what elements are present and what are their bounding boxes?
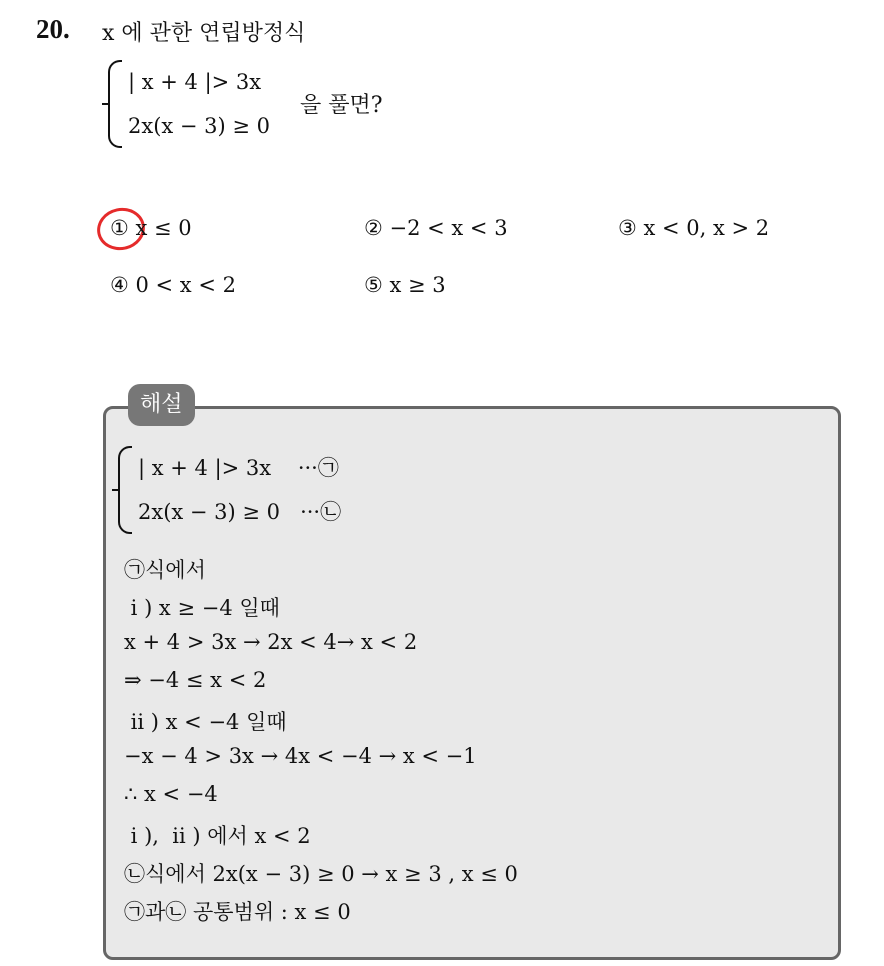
explanation-line: ㉠과㉡ 공통범위 : x ≤ 0 xyxy=(124,900,351,924)
explanation-line: −x − 4 > 3x → 4x < −4 → x < −1 xyxy=(124,744,477,768)
choice-5[interactable]: ⑤ x ≥ 3 xyxy=(364,273,446,297)
explanation-line: ∴ x < −4 xyxy=(124,782,218,806)
system-line-1: | x + 4 |> 3x xyxy=(128,70,262,94)
explanation-label: 해설 xyxy=(128,384,195,426)
explanation-line: i ), ii ) 에서 x < 2 xyxy=(124,824,311,848)
choice-1[interactable]: ① x ≤ 0 xyxy=(110,216,192,240)
explanation-system xyxy=(118,446,341,534)
choice-4[interactable]: ④ 0 < x < 2 xyxy=(110,273,236,297)
choice-2[interactable]: ② −2 < x < 3 xyxy=(364,216,508,240)
system-line-2: 2x(x − 3) ≥ 0 xyxy=(128,114,271,138)
question-number: 20. xyxy=(36,14,70,44)
question-tail: 을 풀면? xyxy=(300,93,383,118)
question-system xyxy=(108,60,270,148)
explanation-line: i ) x ≥ −4 일때 xyxy=(124,596,280,620)
explanation-line: ⇒ −4 ≤ x < 2 xyxy=(124,668,267,692)
explanation-line: ㉠식에서 xyxy=(124,558,206,582)
left-brace xyxy=(118,446,132,534)
explanation-line: ㉡식에서 2x(x − 3) ≥ 0 → x ≥ 3 , x ≤ 0 xyxy=(124,862,518,886)
left-brace xyxy=(108,60,122,148)
choice-3[interactable]: ③ x < 0, x > 2 xyxy=(618,216,770,240)
explanation-line: ii ) x < −4 일때 xyxy=(124,710,287,734)
explanation-line: x + 4 > 3x → 2x < 4→ x < 2 xyxy=(124,630,418,654)
exp-system-line-1: | x + 4 |> 3x ···㉠ xyxy=(138,456,339,480)
question-stem: x 에 관한 연립방정식 xyxy=(102,21,306,46)
exp-system-line-2: 2x(x − 3) ≥ 0 ···㉡ xyxy=(138,500,342,524)
